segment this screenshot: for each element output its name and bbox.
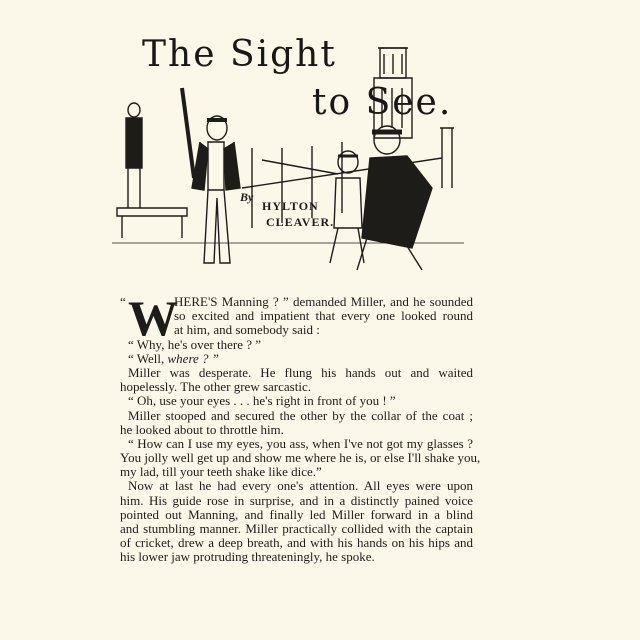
- text-line: at him, and somebody said :: [174, 322, 320, 338]
- story-title-line2: to See.: [312, 82, 453, 123]
- author-last-name: CLEAVER.: [266, 215, 335, 229]
- story-body: [120, 290, 481, 565]
- tall-boy-figure: [357, 126, 432, 270]
- distant-figure: [440, 128, 454, 188]
- text-line: You jolly well get up and show me where he is, or else I'll shake you,: [120, 450, 481, 466]
- text-line: him. His guide rose in surprise, and in a distinctly pained voice: [120, 492, 473, 508]
- text-line: “ How can I use my eyes, you ass, when I've not got my glasses ?: [128, 435, 473, 451]
- byline-by: By: [240, 190, 254, 204]
- text-line: his lower jaw protruding threateningly, he spoke.: [120, 549, 375, 565]
- opening-quote: “: [120, 294, 126, 309]
- text-line: so excited and impatient that every one looked round: [174, 308, 473, 324]
- text-line: Now at last he had every one's attention. All eyes were upon: [128, 478, 473, 494]
- story-title-line1: The Sight: [142, 34, 337, 75]
- text-line: [120, 352, 473, 366]
- text-line: he looked about to throttle him.: [120, 421, 284, 437]
- bench: [117, 208, 187, 238]
- drop-cap: W: [128, 290, 178, 346]
- batsman-figure: [182, 88, 240, 263]
- text-line: Miller was desperate. He flung his hands out and waited: [128, 364, 473, 380]
- text-line: HERE'S Manning ? ” demanded Miller, and he sounded: [174, 294, 473, 309]
- text-line: “ Why, he's over there ? ”: [128, 336, 262, 352]
- text-line: pointed out Manning, and finally led Miller forward in a blind: [120, 506, 473, 522]
- text-line: my lad, till your teeth shake like dice.”: [120, 464, 322, 480]
- text-line: “ Oh, use your eyes . . . he's right in front of you ! ”: [128, 393, 396, 409]
- text-fragment: “ Well,: [128, 350, 168, 366]
- text-line: Miller stooped and secured the other by the collar of the coat ;: [128, 407, 473, 423]
- text-line: of cricket, drew a deep breath, and with his hands on his hips and: [120, 535, 473, 551]
- spectator-figure: [126, 103, 142, 208]
- italic-where: where ? ”: [167, 350, 220, 366]
- byline-author: [262, 198, 342, 230]
- text-line: and stumbling manner. Miller practically collided with the captain: [120, 521, 473, 536]
- text-line: hopelessly. The other grew sarcastic.: [120, 379, 311, 395]
- author-first-name: HYLTON: [262, 199, 319, 213]
